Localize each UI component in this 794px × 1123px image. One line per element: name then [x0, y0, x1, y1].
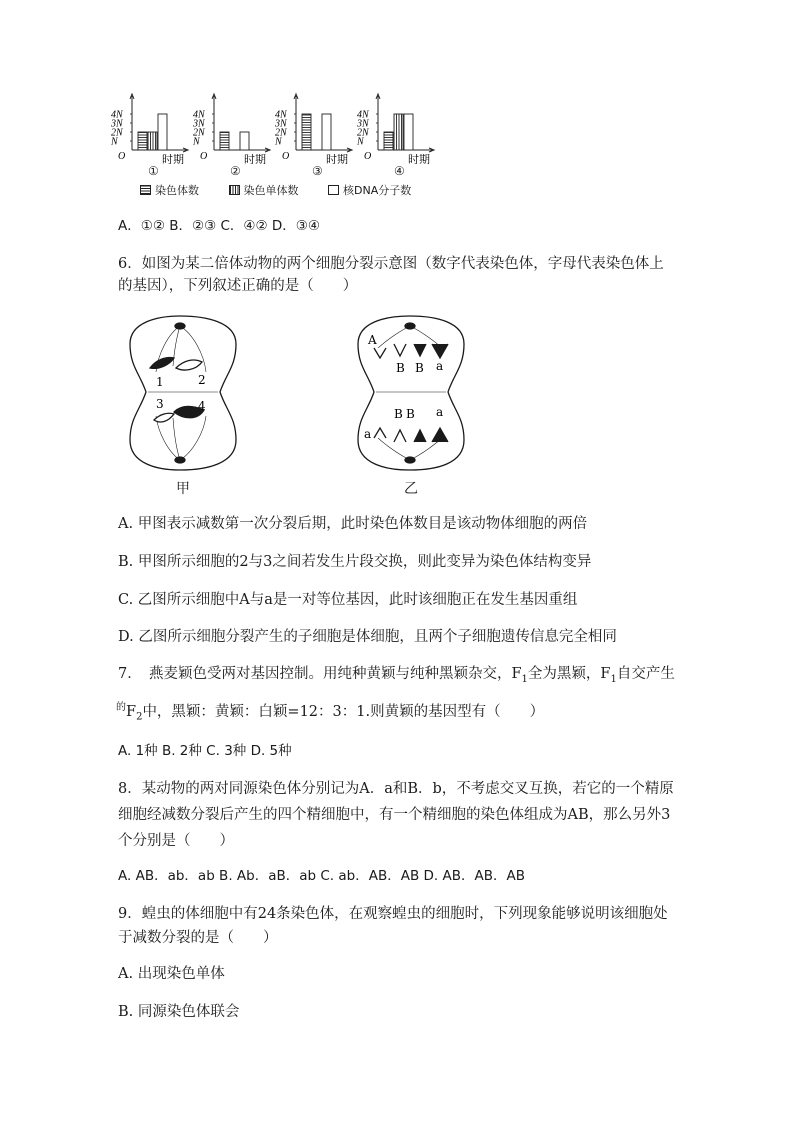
y-tick-label: 2N — [357, 127, 369, 139]
bar-chromosomes — [384, 132, 393, 150]
gene-B-top-2: B — [415, 361, 424, 375]
bar-chart-4 — [356, 92, 436, 182]
gene-B-top-1: B — [396, 361, 405, 375]
chart-number-label: ④ — [394, 164, 405, 178]
y-tick-label: 3N — [193, 118, 205, 130]
bar-chart-1 — [110, 92, 190, 182]
bar-chart-3 — [274, 92, 354, 182]
bar-chromosomes — [302, 114, 311, 150]
bar-dna — [240, 132, 249, 150]
y-tick-label: 3N — [111, 118, 123, 130]
gene-A-top: A — [368, 333, 377, 347]
bar-charts-figure — [110, 92, 440, 204]
y-tick-label: N — [193, 136, 200, 148]
legend-swatch-vertical — [229, 185, 240, 195]
q7-stem-line1: 7． 燕麦颖色受两对基因控制。用纯种黄颖与纯种黑颖杂交，$F_1$全为黑颖，$F_1$自交产生 — [118, 666, 675, 685]
chart-number-label: ② — [230, 164, 241, 178]
y-tick-label: 2N — [275, 127, 287, 139]
bar-chart-svg — [192, 92, 272, 164]
origin-label: O — [364, 151, 372, 162]
y-tick-label: 3N — [357, 118, 369, 130]
bar-chart-svg — [274, 92, 354, 164]
y-tick-label: 4N — [275, 109, 287, 121]
y-tick-label: N — [275, 136, 282, 148]
cell-diagrams — [118, 314, 498, 474]
chart-number-label: ③ — [312, 164, 323, 178]
bar-chromosomes — [220, 132, 229, 150]
y-tick-label: 2N — [111, 127, 123, 139]
bar-chart-2 — [192, 92, 272, 182]
origin-label: O — [200, 151, 208, 162]
q9-stem-line2: 于减数分裂的是（ ） — [118, 930, 278, 946]
chart-number-label: ① — [148, 164, 159, 178]
legend-chromatids: 染色单体数 — [229, 182, 299, 198]
gene-a-bottom: a — [364, 427, 372, 441]
q6-option-b: B. 甲图所示细胞的2与3之间若发生片段交换，则此变异为染色体结构变异 — [118, 554, 592, 570]
bar-chart-svg — [110, 92, 190, 164]
y-tick-label: N — [357, 136, 364, 148]
q6-option-d: D. 乙图所示细胞分裂产生的子细胞是体细胞，且两个子细胞遗传信息完全相同 — [118, 629, 617, 645]
y-tick-label: 4N — [357, 109, 369, 121]
q8-stem-line1: 8．某动物的两对同源染色体分别记为A．a和B．b，不考虑交叉互换，若它的一个精原 — [118, 781, 674, 797]
gene-a-bottom-right: a — [436, 405, 444, 419]
x-axis-label: 时期 — [162, 154, 184, 164]
q6-stem-line2: 的基因），下列叙述正确的是（ ） — [118, 278, 358, 294]
bar-dna — [158, 114, 167, 150]
q8-stem-line3: 个分别是（ ） — [118, 833, 234, 849]
chromosome-num-3: 3 — [156, 397, 164, 411]
q6-stem-line1: 6．如图为某二倍体动物的两个细胞分裂示意图（数字代表染色体，字母代表染色体上 — [118, 256, 664, 272]
legend-swatch-horizontal — [140, 185, 151, 195]
q9-option-b: B. 同源染色体联会 — [118, 1004, 240, 1020]
y-tick-label: 2N — [193, 127, 205, 139]
gene-B-bottom-1: B — [394, 407, 403, 421]
x-axis-label: 时期 — [244, 154, 266, 164]
gene-a-top: a — [436, 359, 444, 373]
figure-label-jia: 甲 — [176, 481, 190, 497]
q7-stem-line2: $^的F_2$中，黑颖：黄颖：白颖=12：3：1.则黄颖的基因型有（ ） — [116, 702, 545, 723]
q5-options: A．①② B．②③ C．④② D．③④ — [118, 218, 321, 234]
legend-swatch-empty — [328, 185, 339, 195]
gene-B-bottom-2: B — [406, 407, 415, 421]
y-tick-label: N — [111, 136, 118, 148]
origin-label: O — [118, 151, 126, 162]
q8-options: A. AB．ab．ab B. Ab．aB．ab C. ab．AB．AB D. AB．AB．AB — [118, 868, 525, 884]
bar-chart-svg — [356, 92, 436, 164]
x-axis-label: 时期 — [408, 154, 430, 164]
q6-option-a: A. 甲图表示减数第一次分裂后期，此时染色体数目是该动物体细胞的两倍 — [118, 516, 588, 532]
bar-chromatids — [148, 132, 157, 150]
cell-jia — [130, 316, 236, 470]
bar-dna — [404, 114, 413, 150]
chromosome-num-2: 2 — [198, 373, 206, 387]
q9-option-a: A. 出现染色单体 — [118, 966, 225, 982]
figure-label-yi: 乙 — [404, 481, 418, 497]
legend-dna: 核DNA分子数 — [328, 182, 411, 198]
cell-division-figure — [118, 314, 498, 504]
q9-stem-line1: 9．蝗虫的体细胞中有24条染色体，在观察蝗虫的细胞时，下列现象能够说明该细胞处 — [118, 906, 668, 922]
chromosome-num-1: 1 — [156, 375, 164, 389]
origin-label: O — [282, 151, 290, 162]
bar-dna — [322, 114, 331, 150]
bar-chromosomes — [138, 132, 147, 150]
q7-options: A. 1种 B. 2种 C. 3种 D. 5种 — [118, 743, 292, 759]
bar-chromatids — [394, 114, 403, 150]
q8-stem-line2: 细胞经减数分裂后产生的四个精细胞中，有一个精细胞的染色体组成为AB，那么另外3 — [118, 807, 671, 823]
q6-option-c: C. 乙图所示细胞中A与a是一对等位基因，此时该细胞正在发生基因重组 — [118, 592, 578, 608]
x-axis-label: 时期 — [326, 154, 348, 164]
y-tick-label: 4N — [111, 109, 123, 121]
y-tick-label: 4N — [193, 109, 205, 121]
y-tick-label: 3N — [275, 118, 287, 130]
legend-chromosomes: 染色体数 — [140, 182, 199, 198]
chromosome-num-4: 4 — [198, 399, 206, 413]
chart-legend — [140, 182, 437, 198]
